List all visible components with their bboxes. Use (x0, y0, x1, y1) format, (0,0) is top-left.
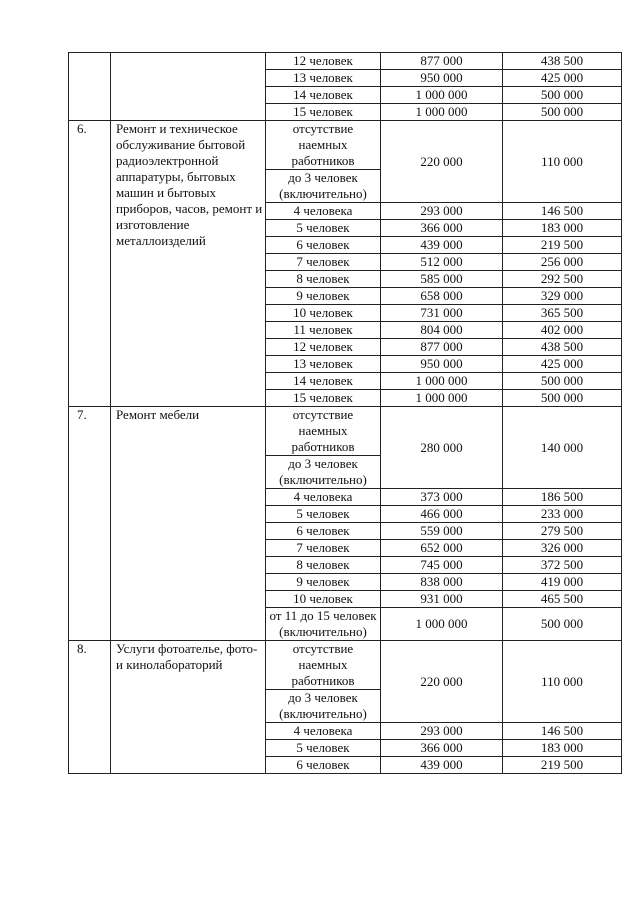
amount-cell: 877 000 (381, 53, 503, 70)
section-number: 6. (69, 121, 111, 407)
employee-count-cell: 7 человек (266, 540, 381, 557)
amount-cell: 931 000 (381, 591, 503, 608)
employee-count-cell: от 11 до 15 человек (включительно) (266, 608, 381, 641)
table-row (69, 121, 622, 170)
amount-cell: 439 000 (381, 757, 503, 774)
employee-count-cell: отсутствие наемных работников (266, 407, 381, 456)
employee-count-cell: до 3 человек (включительно) (266, 690, 381, 723)
amount-cell: 220 000 (381, 641, 503, 723)
amount-half-cell: 365 500 (503, 305, 622, 322)
section-name: Услуги фотоателье, фото- и кинолабораторий (111, 641, 266, 774)
employee-count-cell: 14 человек (266, 87, 381, 104)
employee-count-cell: 6 человек (266, 523, 381, 540)
amount-half-cell: 402 000 (503, 322, 622, 339)
amount-cell: 1 000 000 (381, 608, 503, 641)
section-number (69, 53, 111, 121)
amount-half-cell: 372 500 (503, 557, 622, 574)
amount-half-cell: 425 000 (503, 356, 622, 373)
amount-half-cell: 329 000 (503, 288, 622, 305)
table-row (69, 641, 622, 690)
employee-count-cell: 10 человек (266, 305, 381, 322)
table-row (69, 53, 622, 70)
employee-count-cell: 8 человек (266, 557, 381, 574)
table-row (69, 407, 622, 456)
employee-count-cell: отсутствие наемных работников (266, 121, 381, 170)
employee-count-cell: 11 человек (266, 322, 381, 339)
amount-cell: 466 000 (381, 506, 503, 523)
rates-table-body (69, 53, 622, 774)
amount-cell: 1 000 000 (381, 104, 503, 121)
employee-count-cell: 13 человек (266, 356, 381, 373)
amount-half-cell: 326 000 (503, 540, 622, 557)
amount-half-cell: 183 000 (503, 740, 622, 757)
employee-count-cell: 12 человек (266, 339, 381, 356)
employee-count-cell: до 3 человек (включительно) (266, 170, 381, 203)
employee-count-cell: 4 человека (266, 203, 381, 220)
section-name: Ремонт мебели (111, 407, 266, 641)
employee-count-cell: 12 человек (266, 53, 381, 70)
amount-cell: 950 000 (381, 356, 503, 373)
amount-half-cell: 425 000 (503, 70, 622, 87)
amount-half-cell: 233 000 (503, 506, 622, 523)
amount-cell: 1 000 000 (381, 390, 503, 407)
amount-cell: 804 000 (381, 322, 503, 339)
amount-cell: 293 000 (381, 723, 503, 740)
amount-cell: 220 000 (381, 121, 503, 203)
amount-half-cell: 146 500 (503, 723, 622, 740)
amount-half-cell: 186 500 (503, 489, 622, 506)
amount-half-cell: 500 000 (503, 104, 622, 121)
section-name (111, 53, 266, 121)
amount-half-cell: 465 500 (503, 591, 622, 608)
amount-half-cell: 500 000 (503, 87, 622, 104)
amount-half-cell: 146 500 (503, 203, 622, 220)
amount-half-cell: 279 500 (503, 523, 622, 540)
employee-count-cell: до 3 человек (включительно) (266, 456, 381, 489)
amount-cell: 731 000 (381, 305, 503, 322)
amount-cell: 1 000 000 (381, 373, 503, 390)
amount-cell: 658 000 (381, 288, 503, 305)
amount-half-cell: 219 500 (503, 237, 622, 254)
amount-cell: 559 000 (381, 523, 503, 540)
amount-half-cell: 183 000 (503, 220, 622, 237)
employee-count-cell: 4 человека (266, 723, 381, 740)
amount-half-cell: 140 000 (503, 407, 622, 489)
amount-cell: 1 000 000 (381, 87, 503, 104)
amount-cell: 280 000 (381, 407, 503, 489)
employee-count-cell: 15 человек (266, 390, 381, 407)
employee-count-cell: 10 человек (266, 591, 381, 608)
amount-cell: 950 000 (381, 70, 503, 87)
amount-cell: 652 000 (381, 540, 503, 557)
amount-half-cell: 292 500 (503, 271, 622, 288)
amount-half-cell: 500 000 (503, 373, 622, 390)
amount-cell: 366 000 (381, 740, 503, 757)
amount-cell: 585 000 (381, 271, 503, 288)
employee-count-cell: 14 человек (266, 373, 381, 390)
amount-half-cell: 256 000 (503, 254, 622, 271)
amount-cell: 439 000 (381, 237, 503, 254)
employee-count-cell: 13 человек (266, 70, 381, 87)
amount-cell: 877 000 (381, 339, 503, 356)
amount-half-cell: 438 500 (503, 339, 622, 356)
employee-count-cell: 6 человек (266, 757, 381, 774)
amount-half-cell: 219 500 (503, 757, 622, 774)
employee-count-cell: 5 человек (266, 740, 381, 757)
employee-count-cell: 6 человек (266, 237, 381, 254)
amount-cell: 838 000 (381, 574, 503, 591)
amount-half-cell: 110 000 (503, 121, 622, 203)
employee-count-cell: 5 человек (266, 220, 381, 237)
employee-count-cell: отсутствие наемных работников (266, 641, 381, 690)
amount-half-cell: 419 000 (503, 574, 622, 591)
amount-half-cell: 500 000 (503, 608, 622, 641)
amount-half-cell: 438 500 (503, 53, 622, 70)
amount-half-cell: 500 000 (503, 390, 622, 407)
employee-count-cell: 8 человек (266, 271, 381, 288)
employee-count-cell: 5 человек (266, 506, 381, 523)
employee-count-cell: 9 человек (266, 288, 381, 305)
section-number: 7. (69, 407, 111, 641)
amount-cell: 512 000 (381, 254, 503, 271)
employee-count-cell: 4 человека (266, 489, 381, 506)
amount-half-cell: 110 000 (503, 641, 622, 723)
section-number: 8. (69, 641, 111, 774)
rates-table (68, 52, 622, 774)
employee-count-cell: 9 человек (266, 574, 381, 591)
section-name: Ремонт и техническое обслуживание бытовой радиоэлектронной аппаратуры, бытовых машин и бытовых приборов, часов, ремонт и изготовление металлоизделий (111, 121, 266, 407)
amount-cell: 293 000 (381, 203, 503, 220)
amount-cell: 745 000 (381, 557, 503, 574)
amount-cell: 366 000 (381, 220, 503, 237)
employee-count-cell: 7 человек (266, 254, 381, 271)
amount-cell: 373 000 (381, 489, 503, 506)
employee-count-cell: 15 человек (266, 104, 381, 121)
